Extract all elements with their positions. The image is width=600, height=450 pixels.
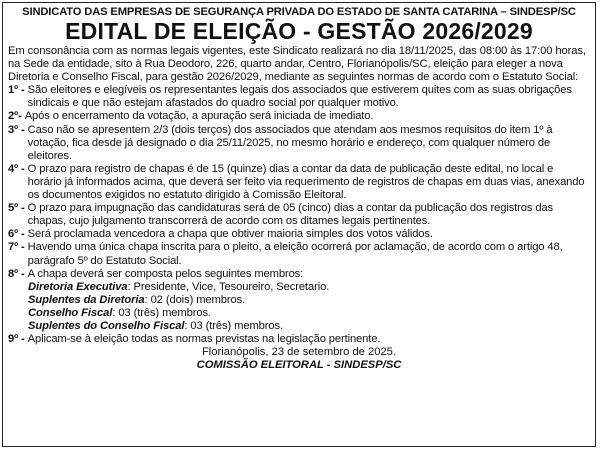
clause-text: O prazo para registro de chapas é de 15 (quinze) dias a contar da data de publicação deste edital, no local e horário já informados acima, que deverá ser feito via requerimento de registros de chapas em duas vias, anexando os documentos exigidos no estatuto dirigido à Comissão Eleitoral. [27, 162, 585, 202]
member-role: Diretoria Executiva [28, 280, 128, 293]
clause-number: 3º - [8, 123, 25, 136]
clause-9 [8, 333, 590, 346]
clause-text: Caso não se apresentem 2/3 (dois terços) dos associados que atendam aos mesmos requisitos do item 1º à votação, fica desde já designado o dia 25/11/2025, no mesmo horário e endereço, com qualquer número de eleitores. [27, 123, 553, 162]
clause-number: 4º - [8, 162, 25, 175]
clause-text: A chapa deverá ser composta pelos seguintes membros: [27, 267, 304, 280]
clause-text: Aplicam-se à eleição todas as normas previstas na legislação pertinente. [27, 333, 381, 346]
clause-text: Será proclamada vencedora a chapa que obtiver maioria simples dos votos válidos. [27, 228, 433, 241]
clause-text: Havendo uma única chapa inscrita para o pleito, a eleição ocorrerá por aclamação, de acordo com o artigo 48, parágrafo 5º do Estatuto Social. [27, 241, 563, 267]
member-line-suplentes-conselho [8, 320, 590, 333]
clause-number: 6º - [8, 228, 25, 241]
member-role: Suplentes da Diretoria [28, 293, 145, 306]
clause-6 [8, 228, 590, 241]
clause-3 [8, 124, 590, 163]
clause-5 [8, 202, 590, 228]
clause-number: 8º - [8, 267, 25, 280]
clause-text: Após o encerramento da votação, a apuração será iniciada de imediato. [24, 110, 374, 123]
member-role: Suplentes do Conselho Fiscal [28, 319, 185, 332]
member-line-suplentes-diretoria [8, 294, 590, 307]
signature: COMISSÃO ELEITORAL - SINDESP/SC [196, 359, 402, 372]
clause-number: 7º - [8, 241, 25, 254]
member-line-conselho [8, 307, 590, 320]
organization-name: SINDICATO DAS EMPRESAS DE SEGURANÇA PRIVADA DO ESTADO DE SANTA CATARINA – SINDESP/SC [22, 6, 576, 18]
clause-text: São eleitores e elegíveis os representantes legais dos associados que estiverem quites com as suas obrigações sindicais e que não estejam afastados do quadro social por qualquer motivo. [27, 84, 572, 110]
clause-number: 1º - [8, 84, 25, 97]
clause-2 [8, 110, 590, 123]
member-role: Conselho Fiscal [28, 306, 113, 319]
clause-number: 5º - [8, 202, 25, 215]
member-line-diretoria [8, 281, 590, 294]
notice-title: EDITAL DE ELEIÇÃO - GESTÃO 2026/2029 [65, 18, 533, 44]
member-detail: : 02 (dois) membros. [144, 293, 246, 306]
member-detail: : 03 (três) membros. [112, 306, 212, 319]
clause-text: O prazo para impugnação das candidaturas será de 05 (cinco) dias a contar da publicação dos registros das chapas, cujo julgamento transcorrerá de acordo com os ditames legais pertinentes. [27, 202, 554, 228]
clause-4 [8, 163, 590, 202]
member-detail: : Presidente, Vice, Tesoureiro, Secretario. [127, 280, 330, 293]
election-notice [2, 2, 596, 447]
clause-8 [8, 268, 590, 281]
member-detail: : 03 (três) membros. [184, 319, 284, 332]
clause-1 [8, 84, 590, 110]
intro-paragraph: Em consonância com as normas legais vigentes, este Sindicato realizará no dia 18/11/2025, das 08:00 às 17:00 horas, na Sede da entidade, sito à Rua Deodoro, 226, quarto andar, Centro, Florianópolis/SC, eleição para eleger a nova Diretoria e Conselho Fiscal, para gestão 2026/2029, mediante as seguintes normas de acordo com o Estatuto Social: [8, 45, 586, 84]
place-date: Florianópolis, 23 de setembro de 2025. [201, 346, 397, 359]
clause-7 [8, 241, 590, 267]
clause-number: 2º- [8, 110, 22, 123]
clause-number: 9º - [8, 333, 25, 346]
